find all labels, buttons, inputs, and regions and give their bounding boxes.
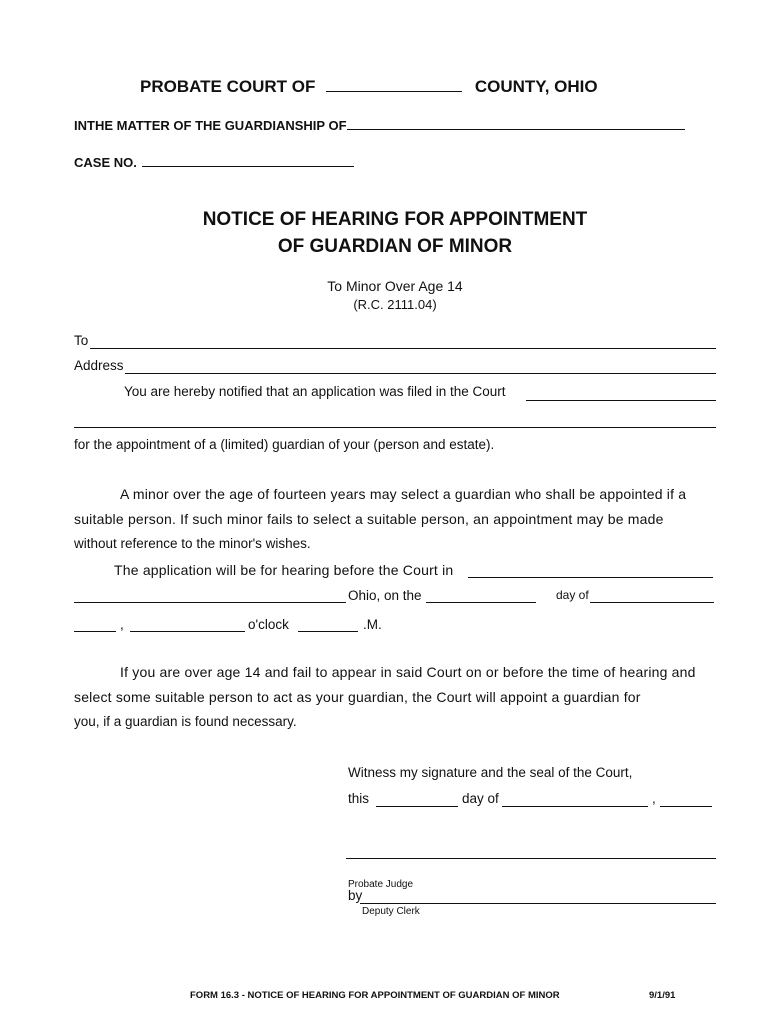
ward-name-blank[interactable] [347, 128, 685, 130]
form-title-line1: NOTICE OF HEARING FOR APPOINTMENT [202, 209, 588, 230]
court-header [140, 77, 598, 97]
clerk-signature-line[interactable] [360, 903, 716, 904]
notice-line1: You are hereby notified that an application was filed in the Court [124, 384, 506, 399]
minor-para-line3: without reference to the minor's wishes. [74, 536, 311, 551]
witness-line1: Witness my signature and the seal of the Court, [348, 765, 633, 780]
court-suffix: COUNTY, OHIO [474, 77, 598, 96]
statute-reference: (R.C. 2111.04) [353, 297, 437, 312]
judge-signature-line[interactable] [346, 858, 716, 859]
day-of-label: day of [556, 588, 589, 602]
to-label: To [74, 333, 89, 348]
ohio-on-label: Ohio, on the [348, 588, 422, 603]
probate-judge-label: Probate Judge [348, 879, 414, 890]
witness-day-blank[interactable] [376, 806, 458, 807]
form-subtitle: To Minor Over Age 14 [327, 278, 463, 294]
matter-line [74, 118, 685, 133]
hearing-location-blank[interactable] [468, 577, 713, 578]
address-label: Address [74, 358, 124, 373]
county-blank[interactable] [326, 90, 462, 92]
by-label: by [348, 888, 363, 903]
matter-label: INTHE MATTER OF THE GUARDIANSHIP OF [74, 118, 347, 133]
hearing-city-blank[interactable] [74, 602, 346, 603]
hearing-year-blank[interactable] [74, 631, 116, 632]
hearing-time-blank[interactable] [298, 631, 358, 632]
deputy-clerk-label: Deputy Clerk [362, 906, 420, 917]
case-line [74, 155, 354, 170]
witness-this: this [348, 791, 370, 806]
witness-comma: , [652, 791, 656, 806]
minor-para-line2: suitable person. If such minor fails to select a suitable person, an appointment may be made [74, 511, 664, 527]
warning-para-line2: select some suitable person to act as your guardian, the Court will appoint a guardian for [74, 689, 641, 705]
hearing-day-blank[interactable] [426, 602, 536, 603]
notice-line2: for the appointment of a (limited) guardian of your (person and estate). [74, 437, 495, 452]
witness-year-blank[interactable] [660, 806, 712, 807]
oclock-label: o'clock [248, 617, 289, 632]
court-name-blank-2[interactable] [74, 427, 716, 428]
to-blank[interactable] [90, 348, 716, 349]
witness-month-blank[interactable] [502, 806, 648, 807]
court-name-blank[interactable] [526, 400, 716, 401]
warning-para-line3: you, if a guardian is found necessary. [74, 714, 297, 729]
case-label: CASE NO. [74, 155, 137, 170]
minor-para-line1: A minor over the age of fourteen years may select a guardian who shall be appointed if a [120, 486, 687, 502]
warning-para-line1: If you are over age 14 and fail to appear in said Court on or before the time of hearing and [120, 664, 696, 680]
meridiem-label: .M. [363, 617, 382, 632]
form-title-line2: OF GUARDIAN OF MINOR [277, 236, 513, 257]
hearing-line1: The application will be for hearing before the Court in [114, 562, 454, 578]
hearing-comma: , [120, 617, 124, 632]
address-blank[interactable] [125, 373, 716, 374]
witness-day-of: day of [462, 791, 499, 806]
court-prefix: PROBATE COURT OF [140, 77, 316, 96]
form-footer-label: FORM 16.3 - NOTICE OF HEARING FOR APPOINTMENT OF GUARDIAN OF MINOR [190, 990, 560, 1001]
form-footer-date: 9/1/91 [649, 990, 676, 1001]
case-number-blank[interactable] [142, 165, 354, 167]
hearing-year-blank-2[interactable] [130, 631, 245, 632]
hearing-month-blank[interactable] [590, 602, 714, 603]
